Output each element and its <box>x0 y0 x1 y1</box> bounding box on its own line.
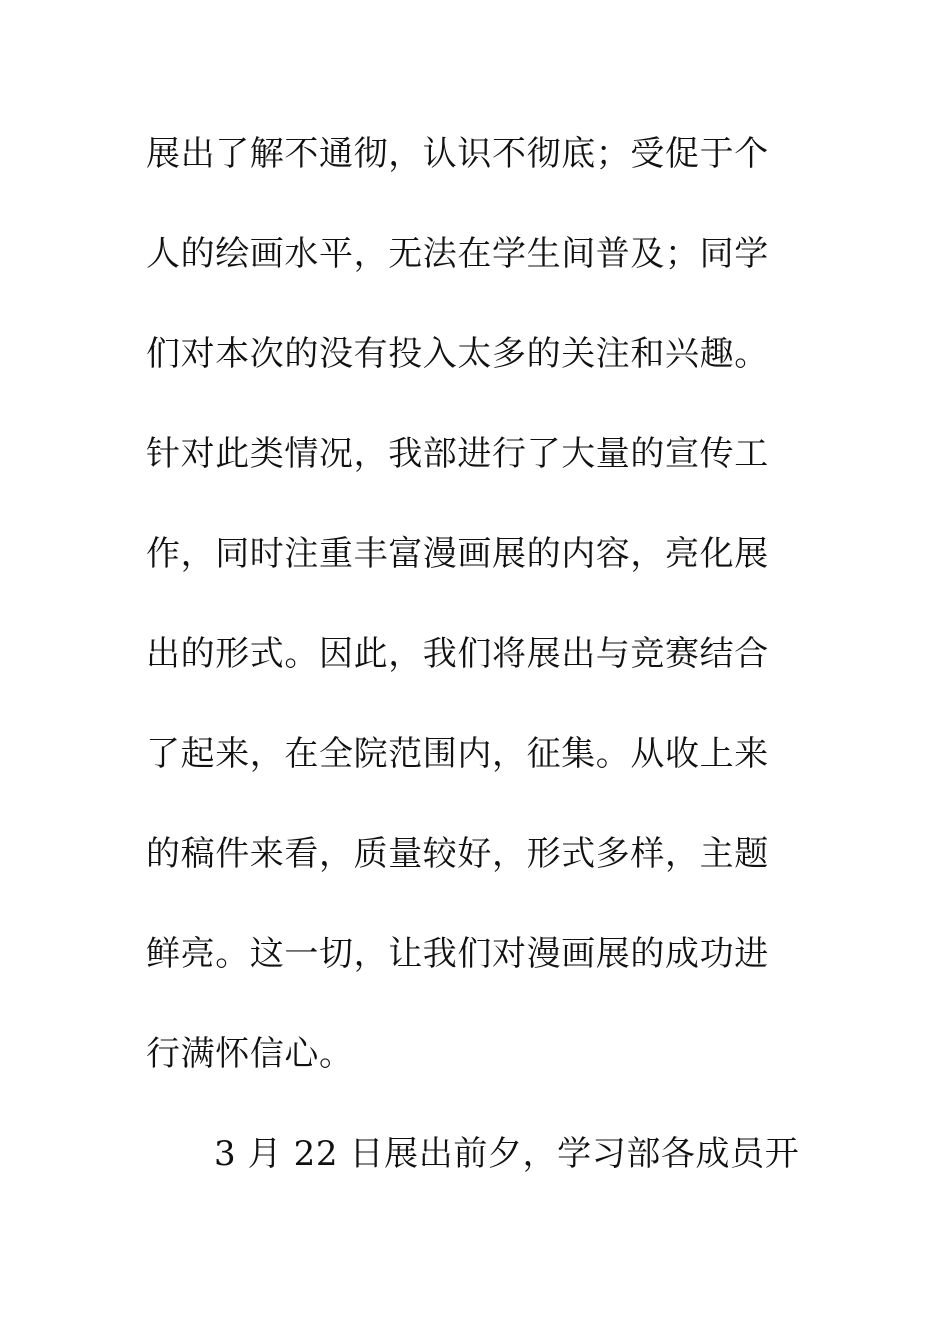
text-line: 针对此类情况，我部进行了大量的宣传工 <box>146 434 769 474</box>
text-line: 的稿件来看，质量较好，形式多样，主题 <box>146 834 769 874</box>
text-line: 鲜亮。这一切，让我们对漫画展的成功进 <box>146 934 769 974</box>
paragraph-start-line: 3 月 22 日展出前夕，学习部各成员开 <box>214 1134 800 1174</box>
text-line: 作，同时注重丰富漫画展的内容，亮化展 <box>146 534 769 574</box>
text-line: 人的绘画水平，无法在学生间普及；同学 <box>146 234 769 274</box>
text-line: 出的形式。因此，我们将展出与竞赛结合 <box>146 634 769 674</box>
text-line: 行满怀信心。 <box>146 1034 354 1074</box>
text-line: 了起来，在全院范围内，征集。从收上来 <box>146 734 769 774</box>
text-line: 们对本次的没有投入太多的关注和兴趣。 <box>146 334 769 374</box>
body-text <box>146 124 800 1224</box>
text-line: 展出了解不通彻，认识不彻底；受促于个 <box>146 134 769 174</box>
